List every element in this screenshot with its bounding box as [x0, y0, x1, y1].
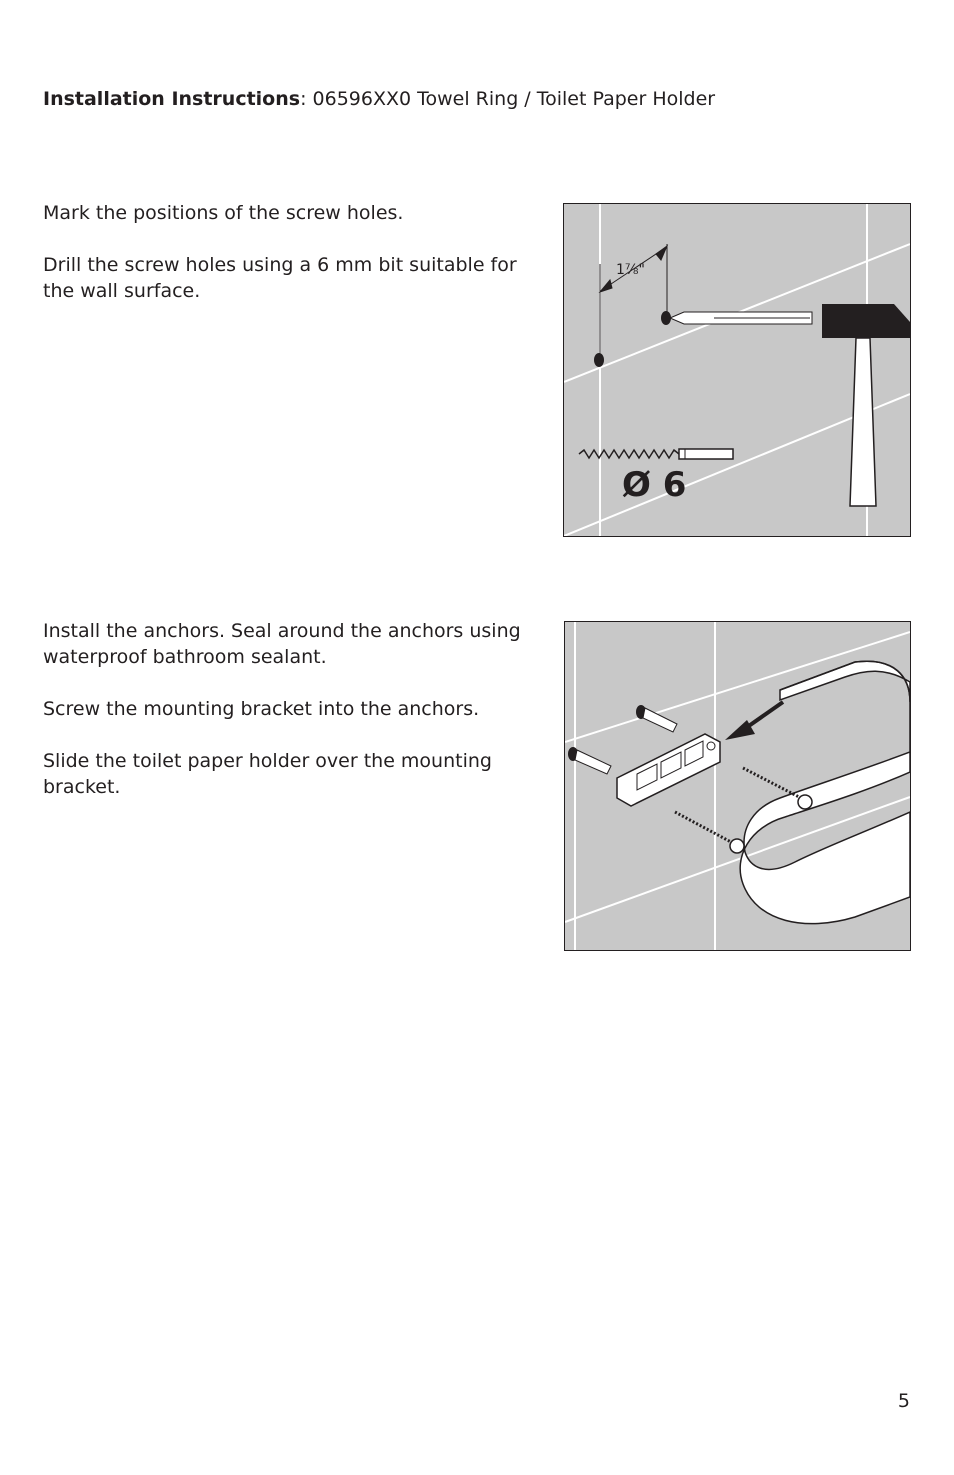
toilet-paper-holder-icon: [740, 661, 910, 923]
step1-mark-holes: Mark the positions of the screw holes.: [43, 202, 404, 224]
page-number: 5: [897, 1390, 910, 1412]
step1-drill-holes: Drill the screw holes using a 6 mm bit suitable for the wall surface.: [43, 254, 517, 302]
hammer-icon: [822, 304, 910, 506]
figure-mounting: [564, 621, 911, 951]
mounting-bracket-icon: [617, 734, 720, 806]
drill-size-label: Ø 6: [622, 465, 687, 505]
figure-drilling: [563, 203, 911, 537]
step2-screw-bracket: Screw the mounting bracket into the anchors.: [43, 698, 480, 720]
direction-arrow-icon: [725, 702, 783, 740]
screw-lower-icon: [675, 812, 744, 853]
step1-text: [43, 200, 523, 330]
step2-install-anchors: Install the anchors. Seal around the anchors using waterproof bathroom sealant.: [43, 620, 521, 668]
screw-hole-lower: [594, 353, 604, 367]
title-bold: Installation Instructions: [43, 88, 301, 110]
dimension-label: 1⁷⁄₈": [616, 262, 645, 278]
center-punch-icon: [670, 312, 812, 324]
dimension-marker: [600, 244, 667, 354]
step2-text: [43, 618, 523, 826]
step2-slide-holder: Slide the toilet paper holder over the mounting bracket.: [43, 750, 492, 798]
title-product: : 06596XX0 Towel Ring / Toilet Paper Holder: [300, 88, 716, 110]
drill-bit-icon: [579, 449, 733, 459]
page-title: [43, 86, 715, 112]
